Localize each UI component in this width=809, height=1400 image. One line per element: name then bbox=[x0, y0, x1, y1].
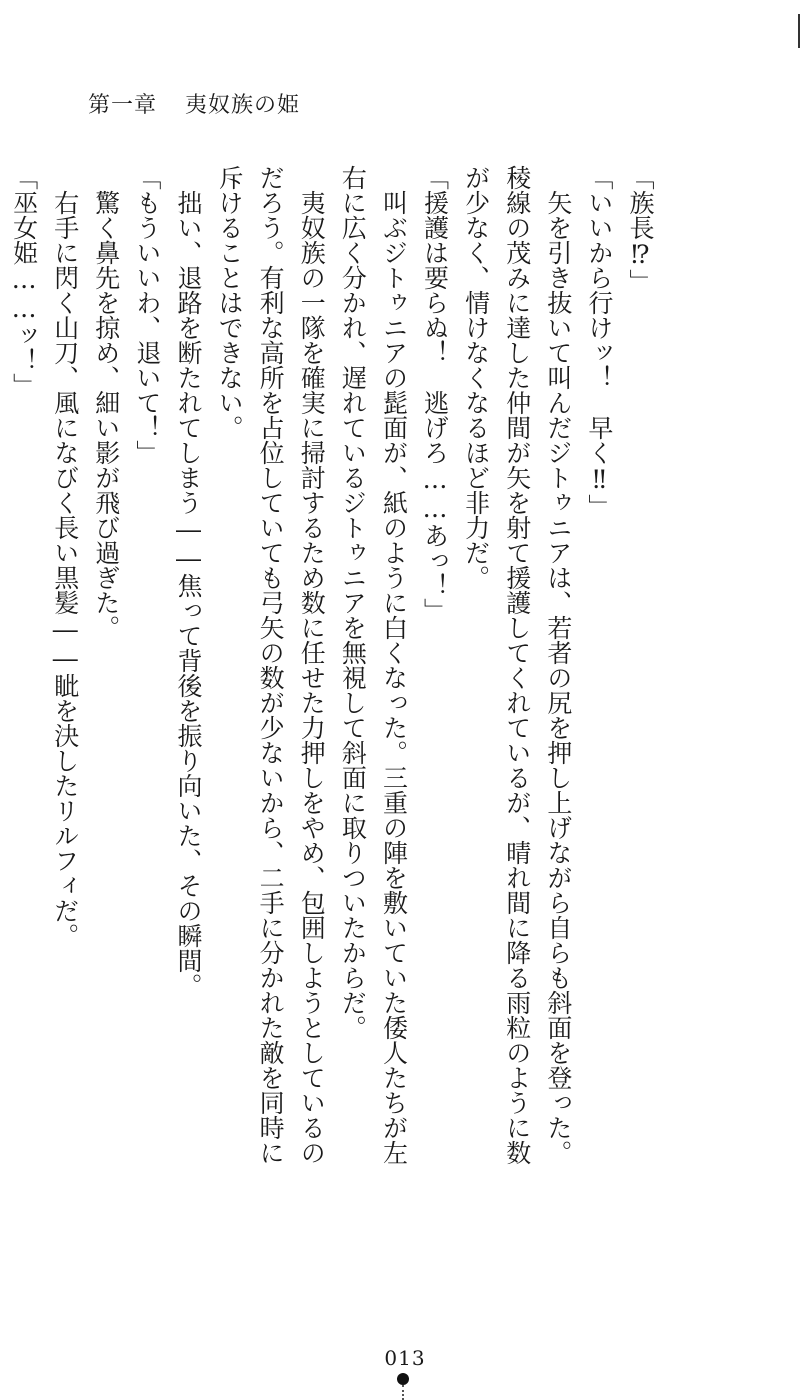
text-line: 叫ぶジトゥニアの髭面が、紙のように白くなった。三重の陣を敷いていた倭人たちが左 bbox=[379, 165, 409, 1165]
text-line: 右に広く分かれ、遅れているジトゥニアを無視して斜面に取りついたからだ。 bbox=[338, 165, 368, 1040]
text-line: 拙い、退路を断たれてしまう――焦って背後を振り向いた、その瞬間。 bbox=[173, 165, 203, 998]
text-line: 「巫女姫……ッ！」 bbox=[9, 165, 39, 398]
text-line: 「援護は要らぬ！ 逃げろ……あっ！」 bbox=[420, 165, 450, 623]
vertical-text-body bbox=[9, 165, 658, 1300]
chapter-label: 第一章 bbox=[88, 93, 158, 118]
text-line: 驚く鼻先を掠め、細い影が飛び過ぎた。 bbox=[91, 165, 121, 640]
text-line: 夷奴族の一隊を確実に掃討するため数に任せた力押しをやめ、包囲しようとしているの bbox=[297, 165, 327, 1165]
page-number: 013 bbox=[384, 1346, 426, 1370]
page-marker-dot bbox=[397, 1373, 409, 1385]
running-header bbox=[88, 88, 300, 119]
text-line: 右手に閃く山刀、風になびく長い黒髪――眦を決したリルフィだ。 bbox=[50, 165, 80, 948]
text-line: 矢を引き抜いて叫んだジトゥニアは、若者の尻を押し上げながら自らも斜面を登った。 bbox=[543, 165, 573, 1165]
text-line: が少なく、情けなくなるほど非力だ。 bbox=[461, 165, 491, 590]
page-edge-mark bbox=[798, 14, 800, 48]
text-line: だろう。有利な高所を占位していても弓矢の数が少ないから、二手に分かれた敵を同時に bbox=[256, 165, 286, 1165]
text-line: 稜線の茂みに達した仲間が矢を射て援護してくれているが、晴れ間に降る雨粒のように数 bbox=[502, 165, 532, 1165]
text-line: 「いいから行けッ！ 早く‼」 bbox=[584, 165, 614, 519]
text-line: 「もういいわ、退いて！」 bbox=[132, 165, 162, 465]
text-line: 斥けることはできない。 bbox=[215, 165, 245, 440]
page-marker-tail bbox=[402, 1385, 406, 1400]
chapter-title: 夷奴族の姫 bbox=[185, 93, 301, 118]
text-line bbox=[0, 165, 1, 1300]
text-line: 「族長⁉」 bbox=[626, 165, 655, 294]
